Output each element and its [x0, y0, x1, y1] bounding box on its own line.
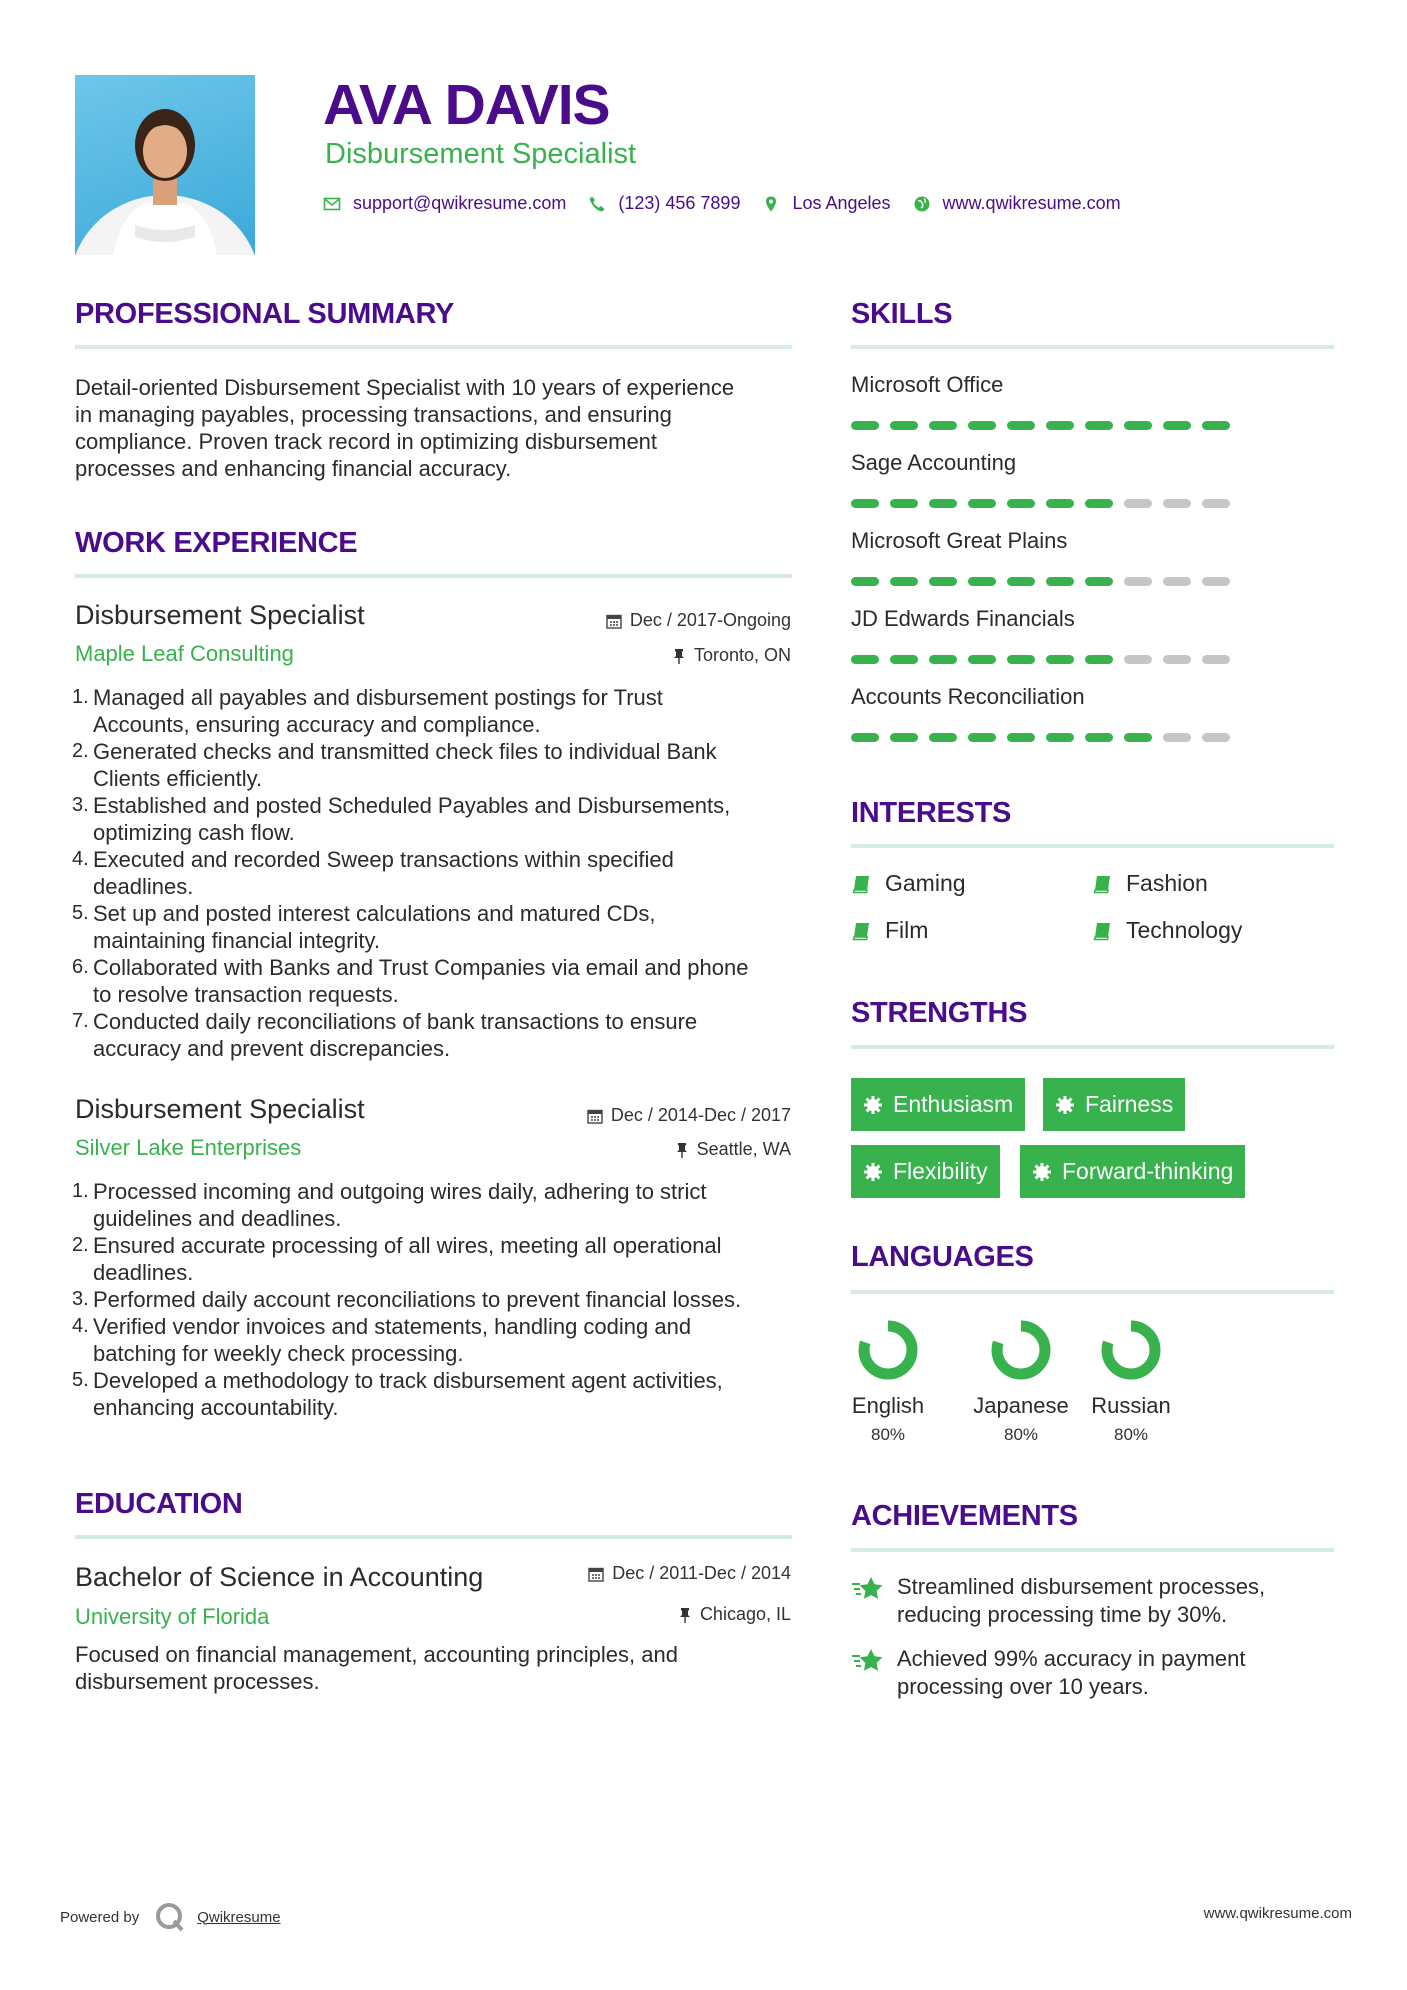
- language-level: 80%: [870, 1425, 906, 1444]
- list-item: 1. Managed all payables and disbursement postings for Trust Accounts, ensuring accuracy and compliance.: [72, 685, 663, 737]
- candidate-role: Disbursement Specialist: [325, 138, 637, 170]
- skill-dot-empty: [1163, 577, 1191, 586]
- skill-dot-empty: [1202, 499, 1230, 508]
- interests-divider: [851, 844, 1334, 848]
- skill-dot-filled: [890, 733, 918, 742]
- skill-dot-filled: [1007, 499, 1035, 508]
- brand-link[interactable]: Qwikresume: [197, 1908, 281, 1926]
- footer-branding: [60, 1900, 281, 1934]
- skill-dot-filled: [929, 655, 957, 664]
- calendar-icon: [606, 613, 622, 629]
- list-item: 4. Verified vendor invoices and statements, handling coding and batching for weekly check processing.: [72, 1314, 692, 1366]
- skill-dot-empty: [1124, 577, 1152, 586]
- language-name: Japanese: [973, 1393, 1069, 1418]
- star-icon: [851, 1647, 885, 1675]
- summary-heading: PROFESSIONAL SUMMARY: [75, 298, 455, 330]
- language-name: English: [851, 1393, 925, 1418]
- education-date: Dec / 2011-Dec / 2014: [588, 1563, 791, 1584]
- languages-heading: LANGUAGES: [851, 1241, 1034, 1273]
- skill-dot-filled: [1046, 499, 1074, 508]
- skill-dot-filled: [1085, 733, 1113, 742]
- skill-dot-filled: [890, 655, 918, 664]
- skills-heading: SKILLS: [851, 298, 953, 330]
- skill-dot-empty: [1202, 577, 1230, 586]
- skill-level-bar: [851, 733, 1230, 742]
- skill-dot-filled: [929, 421, 957, 430]
- interest-item: Film: [851, 917, 928, 944]
- skill-level-bar: [851, 577, 1230, 586]
- calendar-icon: [588, 1566, 604, 1582]
- interests-heading: INTERESTS: [851, 797, 1012, 829]
- skill-dot-filled: [968, 655, 996, 664]
- skill-dot-empty: [1163, 733, 1191, 742]
- phone-icon: [588, 195, 606, 213]
- list-item: 5. Developed a methodology to track disbursement agent activities, enhancing accountability.: [72, 1368, 723, 1420]
- book-icon: [851, 874, 871, 894]
- skill-dot-empty: [1163, 499, 1191, 508]
- list-item: 5. Set up and posted interest calculations and matured CDs, maintaining financial integrity.: [72, 901, 656, 953]
- contact-bar: [323, 193, 1143, 214]
- globe-icon: [913, 195, 931, 213]
- skills-divider: [851, 345, 1334, 349]
- skill-dot-filled: [851, 655, 879, 664]
- gear-icon: [863, 1095, 883, 1115]
- skill-name: Microsoft Office: [851, 372, 1004, 397]
- skill-dot-filled: [851, 577, 879, 586]
- job-title: Disbursement Specialist: [75, 1094, 365, 1124]
- list-item: 6. Collaborated with Banks and Trust Companies via email and phone to resolve transaction requests.: [72, 955, 749, 1007]
- skill-dot-empty: [1124, 655, 1152, 664]
- book-icon: [1092, 874, 1112, 894]
- language-level: 80%: [1003, 1425, 1039, 1444]
- skill-dot-filled: [968, 421, 996, 430]
- skill-name: Sage Accounting: [851, 450, 1017, 475]
- job-company: Silver Lake Enterprises: [75, 1135, 302, 1160]
- skill-dot-empty: [1163, 655, 1191, 664]
- strength-badge: Fairness: [1043, 1078, 1185, 1131]
- language-progress-ring: [856, 1318, 920, 1382]
- strength-badge: Flexibility: [851, 1145, 1000, 1198]
- skill-name: JD Edwards Financials: [851, 606, 1075, 631]
- pin-icon: [678, 1607, 692, 1623]
- skill-dot-filled: [1124, 421, 1152, 430]
- phone-text: (123) 456 7899: [618, 193, 741, 213]
- strength-badge: Forward-thinking: [1020, 1145, 1245, 1198]
- email-text: support@qwikresume.com: [353, 193, 567, 213]
- candidate-name: AVA DAVIS: [323, 73, 610, 137]
- strength-badge: Enthusiasm: [851, 1078, 1025, 1131]
- skill-dot-filled: [890, 421, 918, 430]
- list-item: 2. Ensured accurate processing of all wires, meeting all operational deadlines.: [72, 1233, 722, 1285]
- job-location: Seattle, WA: [675, 1139, 791, 1160]
- skill-name: Microsoft Great Plains: [851, 528, 1068, 553]
- skill-dot-filled: [1085, 577, 1113, 586]
- skill-dot-filled: [1007, 577, 1035, 586]
- list-item: 3. Established and posted Scheduled Payables and Disbursements, optimizing cash flow.: [72, 793, 731, 845]
- skill-dot-filled: [1085, 655, 1113, 664]
- pin-icon: [672, 648, 686, 664]
- job-date: Dec / 2014-Dec / 2017: [587, 1105, 791, 1126]
- skill-dot-filled: [1046, 733, 1074, 742]
- gear-icon: [1055, 1095, 1075, 1115]
- interest-item: Technology: [1092, 917, 1242, 944]
- job-duties: [72, 1178, 795, 1421]
- language-level: 80%: [1113, 1425, 1149, 1444]
- interest-item: Gaming: [851, 870, 966, 897]
- skill-dot-filled: [851, 421, 879, 430]
- pin-icon: [675, 1142, 689, 1158]
- list-item: 1. Processed incoming and outgoing wires daily, adhering to strict guidelines and deadlines.: [72, 1179, 707, 1231]
- language-progress-ring: [1099, 1318, 1163, 1382]
- work-heading: WORK EXPERIENCE: [75, 527, 358, 559]
- education-divider: [75, 1535, 792, 1539]
- strengths-heading: STRENGTHS: [851, 997, 1028, 1029]
- star-icon: [851, 1575, 885, 1603]
- skill-dot-filled: [968, 499, 996, 508]
- work-divider: [75, 574, 792, 578]
- education-location: Chicago, IL: [678, 1604, 791, 1625]
- skill-dot-filled: [1085, 421, 1113, 430]
- languages-divider: [851, 1290, 1334, 1294]
- powered-by-text: Powered by: [60, 1908, 140, 1926]
- job-title: Disbursement Specialist: [75, 600, 365, 630]
- contact-location: [762, 193, 890, 214]
- skill-dot-filled: [851, 733, 879, 742]
- language-progress-ring: [989, 1318, 1053, 1382]
- skill-dot-filled: [1007, 733, 1035, 742]
- list-item: 3. Performed daily account reconciliations to prevent financial losses.: [72, 1287, 742, 1312]
- envelope-icon: [323, 195, 341, 213]
- summary-divider: [75, 345, 792, 349]
- summary-text: Detail-oriented Disbursement Specialist with 10 years of experience in managing payables, processing transactions, and ensuring compliance. Proven track record in optimizing disbursement processes and enhancing financial accuracy.: [75, 375, 735, 481]
- contact-phone[interactable]: [588, 193, 740, 214]
- achievements-divider: [851, 1548, 1334, 1552]
- skill-dot-filled: [1007, 655, 1035, 664]
- skill-dot-filled: [1046, 655, 1074, 664]
- achievement-item: Streamlined disbursement processes, reducing processing time by 30%.: [851, 1573, 1265, 1629]
- book-icon: [1092, 921, 1112, 941]
- education-description: Focused on financial management, accounting principles, and disbursement processes.: [75, 1642, 678, 1694]
- skill-dot-empty: [1124, 499, 1152, 508]
- language-item: [828, 1318, 948, 1445]
- language-item: [1071, 1318, 1191, 1445]
- achievements-heading: ACHIEVEMENTS: [851, 1500, 1078, 1532]
- skill-dot-filled: [890, 577, 918, 586]
- achievement-item: Achieved 99% accuracy in payment processing over 10 years.: [851, 1645, 1246, 1701]
- skill-level-bar: [851, 499, 1230, 508]
- skill-level-bar: [851, 655, 1230, 664]
- skill-dot-filled: [929, 499, 957, 508]
- degree-title: Bachelor of Science in Accounting: [75, 1562, 484, 1592]
- skill-name: Accounts Reconciliation: [851, 684, 1085, 709]
- list-item: 7. Conducted daily reconciliations of bank transactions to ensure accuracy and prevent discrepancies.: [72, 1009, 698, 1061]
- qwikresume-logo-icon: [153, 1900, 187, 1934]
- skill-dot-filled: [1007, 421, 1035, 430]
- skill-dot-filled: [851, 499, 879, 508]
- skill-dot-filled: [1163, 421, 1191, 430]
- skill-dot-filled: [1046, 577, 1074, 586]
- skill-dot-filled: [1124, 733, 1152, 742]
- language-name: Russian: [1091, 1393, 1171, 1418]
- contact-email[interactable]: [323, 193, 566, 214]
- job-company: Maple Leaf Consulting: [75, 641, 294, 666]
- job-date: Dec / 2017-Ongoing: [606, 610, 791, 631]
- school-name: University of Florida: [75, 1604, 270, 1629]
- website-text: www.qwikresume.com: [942, 193, 1121, 213]
- skill-dot-empty: [1202, 733, 1230, 742]
- skill-dot-filled: [968, 733, 996, 742]
- book-icon: [851, 921, 871, 941]
- job-duties: [72, 684, 795, 1062]
- skill-dot-filled: [929, 733, 957, 742]
- footer-url[interactable]: www.qwikresume.com: [1203, 1905, 1352, 1922]
- strengths-divider: [851, 1045, 1334, 1049]
- language-progress-arc: [1107, 1326, 1155, 1374]
- contact-website[interactable]: [913, 193, 1121, 214]
- skill-dot-filled: [1085, 499, 1113, 508]
- job-location: Toronto, ON: [672, 645, 791, 666]
- skill-level-bar: [851, 421, 1230, 430]
- skill-dot-filled: [1046, 421, 1074, 430]
- skill-dot-filled: [968, 577, 996, 586]
- language-item: [961, 1318, 1081, 1445]
- skill-dot-filled: [890, 499, 918, 508]
- location-text: Los Angeles: [792, 193, 891, 213]
- language-progress-arc: [864, 1326, 912, 1374]
- gear-icon: [1032, 1162, 1052, 1182]
- skill-dot-filled: [1202, 421, 1230, 430]
- interest-item: Fashion: [1092, 870, 1208, 897]
- calendar-icon: [587, 1108, 603, 1124]
- skill-dot-empty: [1202, 655, 1230, 664]
- gear-icon: [863, 1162, 883, 1182]
- list-item: 4. Executed and recorded Sweep transactions within specified deadlines.: [72, 847, 674, 899]
- skill-dot-filled: [929, 577, 957, 586]
- language-progress-arc: [997, 1326, 1045, 1374]
- profile-photo: [75, 75, 255, 255]
- map-pin-icon: [762, 195, 780, 213]
- education-heading: EDUCATION: [75, 1488, 243, 1520]
- list-item: 2. Generated checks and transmitted check files to individual Bank Clients efficiently.: [72, 739, 717, 791]
